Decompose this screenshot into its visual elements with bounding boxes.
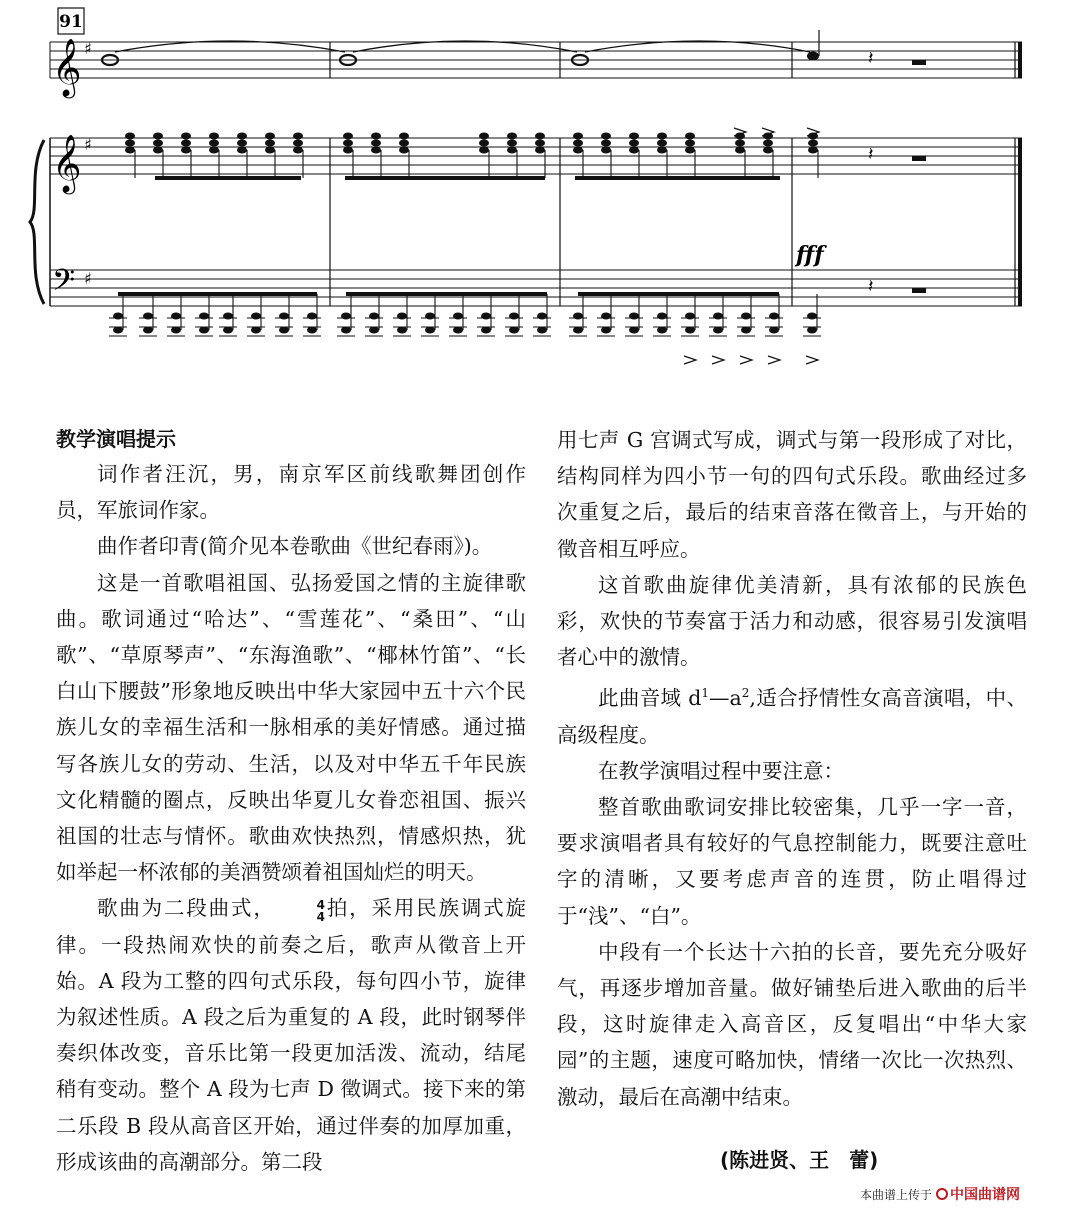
notes-heading: 教学演唱提示 xyxy=(56,427,176,451)
site-logo xyxy=(936,1184,1020,1204)
time-signature: 4 4 xyxy=(316,898,326,925)
sheet-music-score xyxy=(0,0,1079,400)
paragraph-composer: 曲作者印青(简介见本卷歌曲《世纪春雨》)。 xyxy=(97,534,493,559)
svg-text:𝄢: 𝄢 xyxy=(52,264,76,305)
paragraph-second-section: 用七声 G 宫调式写成，调式与第一段形成了对比，结构同样为四小节一句的四句式乐段。歌曲经过多次重复之后，最后的结束音落在徵音上，与开始的徵音相互呼应。 xyxy=(557,428,1027,561)
measure-number: 91 xyxy=(59,12,83,32)
staff-lines xyxy=(50,42,1022,306)
site-logo-icon xyxy=(936,1188,948,1200)
svg-text:𝄽: 𝄽 xyxy=(868,48,874,69)
paragraph-lyricist: 词作者汪沉，男，南京军区前线歌舞团创作员，军旅词作家。 xyxy=(56,462,526,523)
dynamic-marking: fff xyxy=(796,242,824,268)
uploaded-label: 本曲谱上传于 xyxy=(860,1187,933,1202)
paragraph-character: 这首歌曲旋律优美清新，具有浓郁的民族色彩，欢快的节奏富于活力和动感，很容易引发演唱者心中的激情。 xyxy=(557,572,1027,670)
svg-text:♯: ♯ xyxy=(84,269,92,288)
text-column-left xyxy=(56,422,526,1180)
paragraph-theme: 这是一首歌唱祖国、弘扬爱国之情的主旋律歌曲。歌词通过“哈达”、“雪莲花”、“桑田”、“山歌”、“草原琴声”、“东海渔歌”、“椰林竹笛”、“长白山下腰鼓”形象地反映出中华大家园中五十六个民族儿女的幸福生活和一脉相承的美好情感。通过描写各族儿女的劳动、生活，以及对中华五千年民族文化精髓的圈点，反映出华夏儿女眷恋祖国、振兴祖国的壮志与情怀。歌曲欢快热烈，情感炽热，犹如举起一杯浓郁的美酒赞颂着祖国灿烂的明天。 xyxy=(56,570,526,885)
footer-watermark xyxy=(860,1184,1020,1204)
svg-text:𝄞: 𝄞 xyxy=(52,38,82,96)
notes xyxy=(102,30,926,364)
paragraph-long-note: 中段有一个长达十六拍的长音，要先充分吸好气，再逐步增加音量。做好铺垫后进入歌曲的后半段，这时旋律走入高音区，反复唱出“中华大家园”的主题，速度可略加快，情绪一次比一次热烈、激动，最后在高潮中结束。 xyxy=(557,939,1027,1109)
text-column-right xyxy=(557,422,1027,1115)
svg-text:𝄽: 𝄽 xyxy=(868,144,874,165)
paragraph-range: 此曲音域 $d^1—a^2$,适合抒情性女高音演唱，中、高级程度。 xyxy=(557,686,1028,747)
svg-text:♯: ♯ xyxy=(84,39,92,58)
site-name: 中国曲谱网 xyxy=(950,1187,1021,1203)
paragraph-form: 歌曲为二段曲式， 4 4 拍，采用民族调式旋律。一段热闹欢快的前奏之后，歌声从徵音上开始。A 段为工整的四句式乐段，每句四小节，旋律为叙述性质。A 段之后为重复的 A 段，此时钢琴伴奏织体改变，音乐比第一段更加活泼、流动，结尾稍有变动。整个 A 段为七声 D 徵调式。接下来的第二乐段 B 段从高音区开始，通过伴奏的加厚加重，形成该曲的高潮部分。第二段 xyxy=(56,896,527,1174)
author-credit: (陈进贤、王 蕾) xyxy=(720,1148,879,1172)
svg-text:𝄞: 𝄞 xyxy=(52,134,82,192)
svg-text:♯: ♯ xyxy=(84,135,92,154)
paragraph-attention: 在教学演唱过程中要注意： xyxy=(598,758,844,783)
paragraph-breath: 整首歌曲歌词安排比较密集，几乎一字一音，要求演唱者具有较好的气息控制能力，既要注意吐字的清晰，又要考虑声音的连贯，防止唱得过于“浅”、“白”。 xyxy=(557,795,1027,928)
svg-text:𝄽: 𝄽 xyxy=(868,276,874,297)
